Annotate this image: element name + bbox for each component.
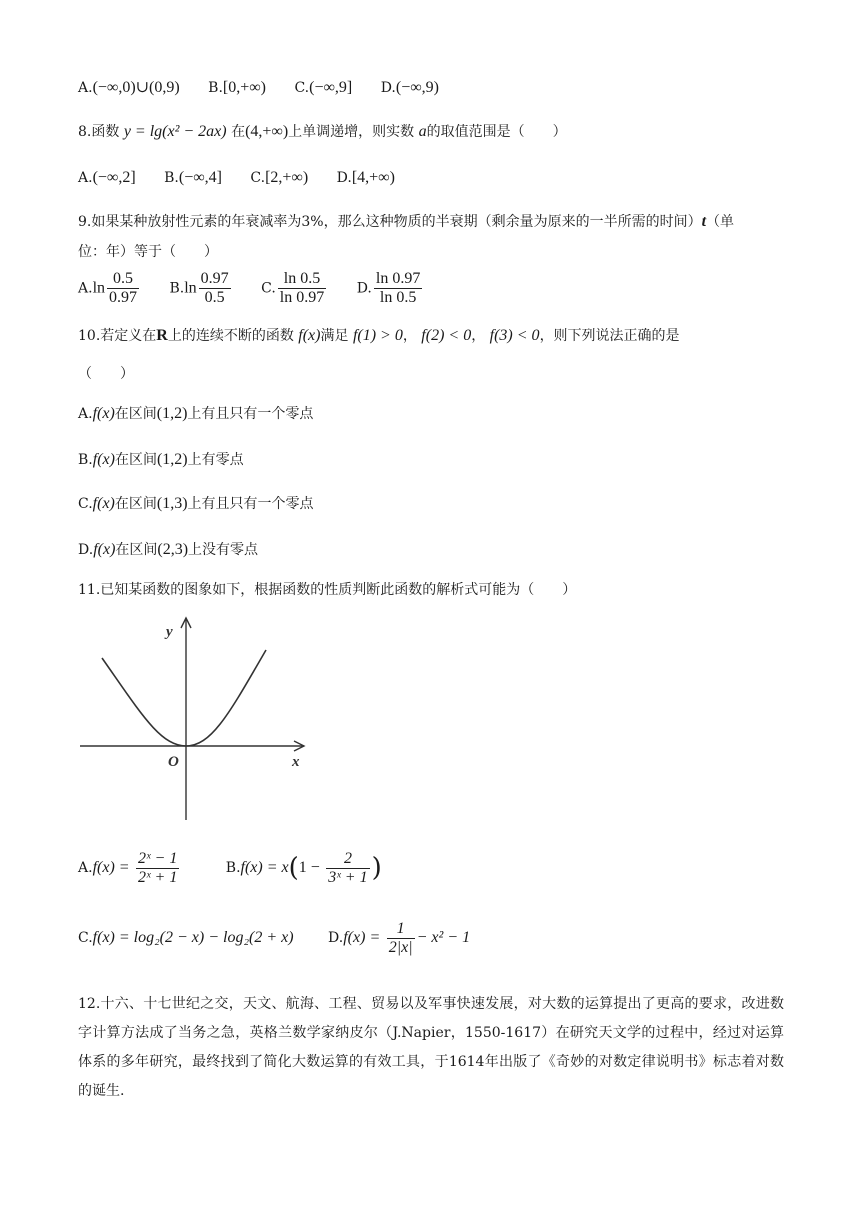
q8-option-b: B.(−∞,4] [164, 169, 222, 186]
function-curve [102, 650, 266, 746]
x-axis-label: x [292, 754, 300, 770]
q10-stem: 10.若定义在R上的连续不断的函数 f(x)满足 f(1) > 0， f(2) < 0， f(3) < 0，则下列说法正确的是 [78, 327, 680, 344]
q10-option-c: C.f(x)在区间(1,3)上有且只有一个零点 [78, 495, 314, 512]
q7-option-d: D.(−∞,9) [380, 79, 439, 96]
q12-text: 12.十六、十七世纪之交，天文、航海、工程、贸易以及军事快速发展，对大数的运算提出了更高的要求，改进数字计算方法成了当务之急，英格兰数学家纳皮尔（J.Napier，1550-1617）在研究天文学的过程中，经过对运算体系的多年研究，最终找到了简化大数运算的有效工具，于1614年出版了《奇妙的对数定律说明书》标志着对数的诞生. [78, 996, 784, 1099]
q7-option-b: B.[0,+∞) [208, 79, 267, 96]
q10-option-b: B.f(x)在区间(1,2)上有零点 [78, 451, 244, 468]
q11-options-cd [78, 916, 494, 960]
q7-options [78, 78, 463, 98]
function-graph [80, 612, 310, 824]
q11-options-ab [78, 846, 406, 890]
q7-option-a: A.(−∞,0)∪(0,9) [78, 79, 180, 96]
q7-option-c: C.(−∞,9] [294, 79, 353, 96]
q11-option-d: D.f(x) = $\frac{1}{2|x|}$ − x² − 1 [328, 919, 471, 956]
q10-option-d: D.f(x)在区间(2,3)上没有零点 [78, 541, 259, 558]
origin-label: O [168, 754, 179, 770]
y-axis-label: y [166, 624, 173, 640]
q9-option-c: C. $\frac{\ln 0.5}{\ln 0.97}$ [261, 270, 325, 306]
q8-option-c: C.[2,+∞) [250, 169, 309, 186]
q9-options [78, 270, 448, 307]
q11-option-c: C.f(x) = log₂(2 − x) − log₂(2 + x) [78, 929, 294, 946]
q11-stem: 11.已知某函数的图象如下，根据函数的性质判断此函数的解析式可能为（ ） [78, 582, 577, 598]
q9-stem-line2: 位：年）等于（ ） [78, 244, 218, 260]
q9-option-d: D. $\frac{\ln 0.97}{\ln 0.5}$ [356, 270, 421, 306]
q11-option-a: A.f(x) = $\frac{\text{2ˣ − 1}}{\text{2ˣ + 1}}$ [78, 849, 178, 886]
q8-option-a: A.(−∞,2] [78, 169, 136, 186]
q10-option-a: A.f(x)在区间(1,2)上有且只有一个零点 [78, 405, 314, 422]
q9-option-a: A.ln $\frac{0.5}{0.97}$ [78, 270, 138, 306]
q8-options [78, 168, 419, 188]
q8-stem: 8.函数 y = lg(x² − 2ax) 在(4,+∞)上单调递增，则实数 a的取值范围是（ ） [78, 123, 567, 140]
q11-option-b: B.f(x) = x(1 − $\frac{2}{\text{3ˣ + 1}}$ ) [225, 849, 382, 886]
q10-paren: （ ） [78, 366, 134, 382]
q8-option-d: D.[4,+∞) [336, 169, 395, 186]
q9-stem-line1: 9.如果某种放射性元素的年衰减率为3%，那么这种物质的半衰期（剩余量为原来的一半所需的时间）t（单 [78, 213, 735, 230]
q9-option-b: B.ln $\frac{0.97}{0.5}$ [169, 270, 229, 306]
